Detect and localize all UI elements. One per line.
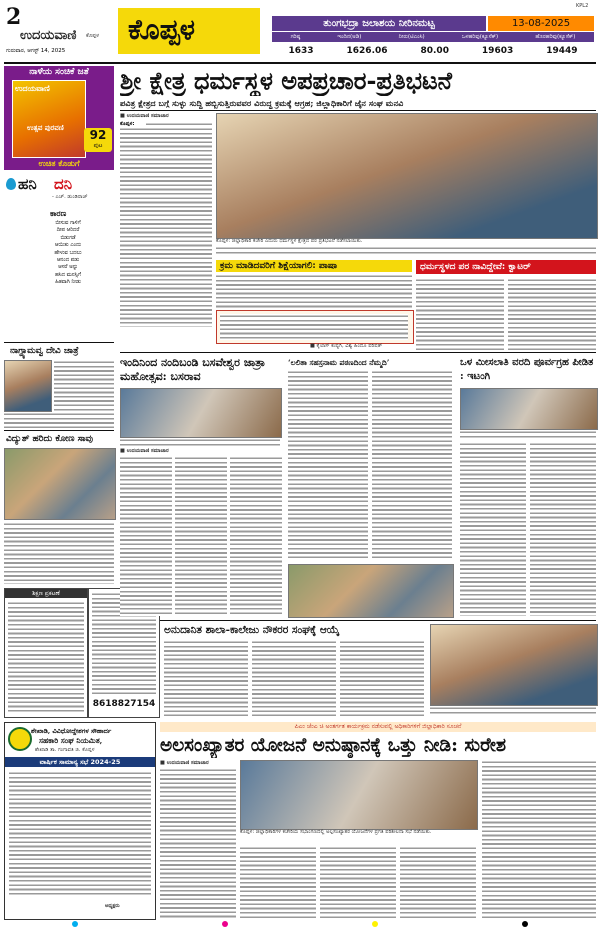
- left-divider-2: [4, 430, 114, 431]
- bottom-body-5: [482, 760, 596, 918]
- dam-value-row: [272, 44, 594, 58]
- honey-column: [4, 174, 114, 340]
- sidebar2-body: [416, 278, 504, 350]
- story-a-headline: ಇಂದಿನಿಂದ ನಂದಿಬಂಡಿ ಬಸವೇಶ್ವರ ಜಾತ್ರಾ ಮಹೋತ್ಸವ: ಬಸರಾವ: [120, 356, 266, 383]
- dam-header-max: ಗರಿಷ್ಠ: [290, 33, 301, 40]
- promo-magazine-sub: ಉತ್ಸವ ಪುರವಣಿ: [27, 123, 64, 132]
- dam-header-inflow: ಒಳಹರಿವು(ಕ್ಯೂಸೆಕ್): [461, 33, 499, 40]
- story-a-byline: ■ ಉದಯವಾಣಿ ಸಮಾಚಾರ: [120, 448, 169, 454]
- sidebar1-headline-box: [216, 260, 412, 272]
- story-c-body-2: [530, 442, 596, 616]
- column-name-b: ದನಿ: [54, 175, 73, 193]
- story1-body-2: [4, 412, 114, 428]
- story-a-body-3: [230, 456, 282, 616]
- story-c-body-1: [460, 442, 526, 616]
- lead-body-col1-text: [146, 122, 212, 126]
- poem-line: ಹಸಿದ ಮನಸ್ಸಿಗೆ: [55, 271, 81, 278]
- promo-magazine-cover: [12, 80, 86, 158]
- bottom-byline: ■ ಉದಯವಾಣಿ ಸಮಾಚಾರ: [160, 760, 209, 766]
- sidebar1-body: [216, 274, 412, 308]
- banner-headline: ಶ್ರೀ ಕ್ಷೇತ್ರ ಧರ್ಮಸ್ಥಳ ಅಪಪ್ರಚಾರ-ಪ್ರತಿಭಟನೆ: [120, 66, 452, 95]
- dam-value-max: 1633: [288, 46, 314, 56]
- page-code: KPL2: [576, 3, 589, 9]
- coop-meeting: ವಾರ್ಷಿಕ ಸಾಮಾನ್ಯ ಸಭೆ 2024-25: [39, 758, 121, 766]
- dam-header-row: [272, 32, 594, 42]
- story-a-photo: [120, 388, 282, 438]
- coop-place: ಶೇಖಾಡಿ ತಾ. ಗಂಗಾವತಿ ಜಿ. ಕೊಪ್ಪಳ: [35, 747, 95, 753]
- dam-value-outflow: 19449: [546, 46, 578, 56]
- temple-photo: [4, 360, 52, 412]
- story1-title: ನಾಗ್ದ್ಯಾಮವ್ವ ದೇವಿ ಜಾತ್ರೆ: [10, 346, 79, 356]
- bottom-body-4: [400, 846, 476, 918]
- story-b-body-1: [288, 370, 368, 560]
- dam-header-water: ನೀರು(ಟಿಎಂಸಿ): [398, 33, 425, 40]
- dam-title: ತುಂಗಭದ್ರಾ ಜಲಾಶಯ ನೀರಿನಮಟ್ಟ: [272, 16, 486, 31]
- protest-photo: [216, 113, 598, 239]
- story-c-headline: ಒಳ ಮೀಸಲಾತಿ ವರದಿ ಪೂರ್ವಗ್ರಹ ಪೀಡಿತ : ಇಟಂಗಿ: [460, 357, 594, 382]
- poem-line: ಆಸರೆ ಅನ್ನು: [58, 264, 78, 271]
- story-a-body-2: [175, 456, 227, 616]
- coop-logo: [8, 727, 32, 751]
- story-b-headline: ‘ಲಲಿತಾ ಸಹಸ್ರನಾಮ ಪಠಣದಿಂದ ನೆಮ್ಮದಿ’: [288, 358, 390, 367]
- coop-ad: [4, 722, 156, 920]
- coop-body: [9, 771, 151, 897]
- notice-body: [8, 601, 84, 713]
- lead-body-2: [216, 246, 596, 256]
- edition-title: ಕೊಪ್ಪಳ: [128, 13, 195, 46]
- poem-line: ಬೀಸುವ ಗಾಳಿಗೆ: [55, 220, 81, 226]
- dam-date: 13-08-2025: [488, 16, 594, 31]
- story-c-caption: [460, 430, 596, 438]
- photo1-caption: ಕೊಪ್ಪಳ: ಜಿಲ್ಲಾಧಿಕಾರಿ ಕಚೇರಿ ಎದುರು ಧರ್ಮಸ್ಥಳ ಕ್ಷೇತ್ರದ ಪರ ಪ್ರತಿಭಟನೆ ನಡೆಸಲಾಯಿತು.: [216, 238, 363, 244]
- dam-header-today: ಇಂದಿನ(ಅಡಿ): [337, 33, 362, 40]
- lead-body-col1-text2: [120, 127, 212, 327]
- edition-title-box: [118, 8, 260, 54]
- story-b-photo: [288, 564, 454, 618]
- reg-mark: [72, 921, 78, 927]
- notice-header: ಶಿಕ್ಷಣ ಪ್ರಕಟಣೆ: [5, 589, 87, 598]
- bottom-body-2: [240, 846, 316, 918]
- poem-line: ಆನಂದ ಪಡು: [56, 257, 80, 264]
- story-d-photo: [430, 624, 598, 706]
- story-d-body-2: [252, 640, 336, 716]
- bottom-photo-caption: ಕೊಪ್ಪಳ: ಜಿಲ್ಲಾಧಿಕಾರಿಗಳ ಕಚೇರಿಯ ಸಭಾಂಗಣದಲ್ಲಿ ಅಲ್ಪಸಂಖ್ಯಾತರ ಯೋಜನೆಗಳ ಪ್ರಗತಿ ಪರಿಶೀಲನಾ ಸಭೆ ನಡೆಯಿತು.: [240, 829, 432, 835]
- poem-line: ಬಿಡುಗಡೆ: [60, 234, 76, 241]
- story-d-caption: [430, 706, 596, 716]
- bottom-body-3: [320, 846, 396, 918]
- date-line: ಗುರುವಾರ, ಆಗಸ್ಟ್ 14, 2025: [6, 48, 66, 54]
- mid-rule-2: [160, 620, 596, 621]
- quote-credit: ■ ಕೈಲಾಸ್ ಕುಷ್ಟಗಿ, ವಿಶ್ವ ಹಿಂದೂ ಪರಿಷತ್: [310, 343, 383, 349]
- dam-value-water: 80.00: [420, 46, 449, 56]
- paper-tag: ಕೊಪ್ಪಳ: [86, 33, 100, 39]
- story2-title: ವಿದ್ಯುತ್ ಹರಿದು ಕೋಣ ಸಾವು: [6, 434, 93, 444]
- bottom-kicker-bar: [160, 722, 596, 732]
- quote-box: [216, 310, 414, 344]
- story-d-body-3: [340, 640, 424, 716]
- promo-pages-unit: ಪುಟ: [93, 142, 103, 149]
- lead-body-col1: [120, 121, 212, 327]
- banner-sub: ಪವಿತ್ರ ಕ್ಷೇತ್ರದ ಬಗ್ಗೆ ಸುಳ್ಳು ಸುದ್ದಿ ಹಬ್ಬಿಸುತ್ತಿರುವವರ ವಿರುದ್ಧ ಕ್ರಮಕ್ಕೆ ಆಗ್ರಹ; ಜಿಲ್ಲಾಧಿಕಾರಿಗೆ ಜೈನ ಸಂಘ ಮನವಿ: [120, 98, 404, 108]
- dam-value-inflow: 19603: [481, 46, 514, 56]
- sidebar2-body-2: [508, 278, 596, 350]
- poem-line: ಆಯಿತು ಎಂದು: [54, 242, 82, 249]
- story-d-body-1: [164, 640, 248, 716]
- promo-foot: ಉಚಿತ ಕೊಡುಗೆ: [38, 158, 80, 168]
- sidebar2-headline: ಧರ್ಮಸ್ಥಳದ ಪರ ನಾವಿದ್ದೇವೆ: ಕ್ವಾಟರ್: [420, 262, 531, 272]
- reg-mark: [522, 921, 528, 927]
- honey-drop-icon: [6, 178, 16, 190]
- poem-title: ಕಾರಣ: [50, 208, 67, 218]
- page-number: 2: [6, 4, 22, 30]
- left-divider: [4, 342, 114, 343]
- promo-pages: 92: [89, 128, 107, 142]
- dam-level-panel: [272, 16, 594, 60]
- poem-line: ಹೇಳುವ ಬದಲು: [54, 249, 82, 256]
- dam-value-today: 1626.06: [346, 46, 388, 56]
- story2-body: [4, 522, 114, 584]
- column-author: - ಎಚ್. ಡುಂಡಿರಾಜ್: [52, 194, 88, 200]
- dam-header-outflow: ಹೊರಹರಿವು(ಕ್ಯೂಸೆಕ್): [535, 33, 576, 40]
- paper-name: ಉದಯವಾಣಿ: [20, 28, 77, 43]
- coop-meeting-bar: [5, 757, 155, 767]
- lead-dateline: ಕೊಪ್ಪಳ:: [120, 121, 135, 127]
- promo-magazine-name: ಉದಯವಾಣಿ: [15, 83, 50, 93]
- story-a-body-1: [120, 456, 172, 616]
- story-a-caption: [120, 438, 280, 446]
- color-registration-marks: [0, 920, 600, 928]
- coop-sign: ಅಧ್ಯಕ್ಷರು: [105, 903, 120, 909]
- reg-mark: [222, 921, 228, 927]
- poem-line: ದೀಪ ಆರಿದರೆ: [56, 227, 80, 234]
- masthead: [0, 0, 600, 66]
- coop-title: ಶೇಖಾಡಿ, ವಿವಿಧೋದ್ದೇಶಗಳ ಸೌಹಾರ್ದ: [31, 727, 112, 735]
- buffalo-photo: [4, 448, 116, 520]
- quote-body: [220, 314, 408, 340]
- reg-mark: [372, 921, 378, 927]
- mid-rule: [120, 352, 596, 353]
- masthead-rule: [4, 62, 596, 64]
- sidebar2-headline-box: [416, 260, 596, 274]
- poem-body: [28, 220, 108, 287]
- promo-box: [4, 66, 114, 170]
- story-c-photo: [460, 388, 598, 430]
- promo-title: ನಾಳೆಯ ಸಂಚಿಕೆ ಜತೆ: [29, 67, 89, 77]
- sidebar1-headline: ಕ್ರಮ ಮಾಡಿದವರಿಗೆ ಶಿಕ್ಷೆಯಾಗಲಿ: ಪಾಷಾ: [220, 261, 338, 271]
- column-name-a: ಹನಿ: [18, 175, 37, 193]
- story-b-body-2: [372, 370, 452, 560]
- bottom-photo: [240, 760, 478, 830]
- notice-box: [4, 588, 88, 718]
- promo-pages-badge: [84, 128, 112, 152]
- bottom-body-1: [160, 768, 236, 918]
- bottom-kicker: ಪಿಎಂ ಜೆಂಎ ಚಿ ಅಂತರ್ಗತ ಕಾರ್ಯಕ್ರಮ ನಡೆಸುವಲ್ಲಿ ಅಧಿಕಾರಿಗಳಿಗೆ ಜಿಲ್ಲಾಧಿಕಾರಿ ಸೂಚನೆ: [294, 723, 462, 730]
- story1-body: [54, 360, 114, 412]
- bottom-headline: ಅಲಸಂಖ್ಯಾತರ ಯೋಜನೆ ಅನುಷ್ಠಾನಕ್ಕೆ ಒತ್ತು ನೀಡಿ: ಸುರೇಶ: [160, 735, 507, 756]
- coop-title2: ಸಹಕಾರಿ ಸಂಘ ನಿಯಮಿತ,: [39, 736, 103, 745]
- lead-byline: ■ ಉದಯವಾಣಿ ಸಮಾಚಾರ: [120, 113, 169, 119]
- poem-line: ಹಿತವಾಗಿ ನೀಡು: [55, 279, 81, 286]
- ad-phone[interactable]: 8618827154: [92, 699, 156, 709]
- story-d-headline: ಅನುದಾನಿತ ಶಾಲಾ-ಕಾಲೇಜು ನೌಕರರ ಸಂಘಕ್ಕೆ ಆಯ್ಕೆ: [164, 624, 340, 636]
- banner-rule: [120, 110, 596, 111]
